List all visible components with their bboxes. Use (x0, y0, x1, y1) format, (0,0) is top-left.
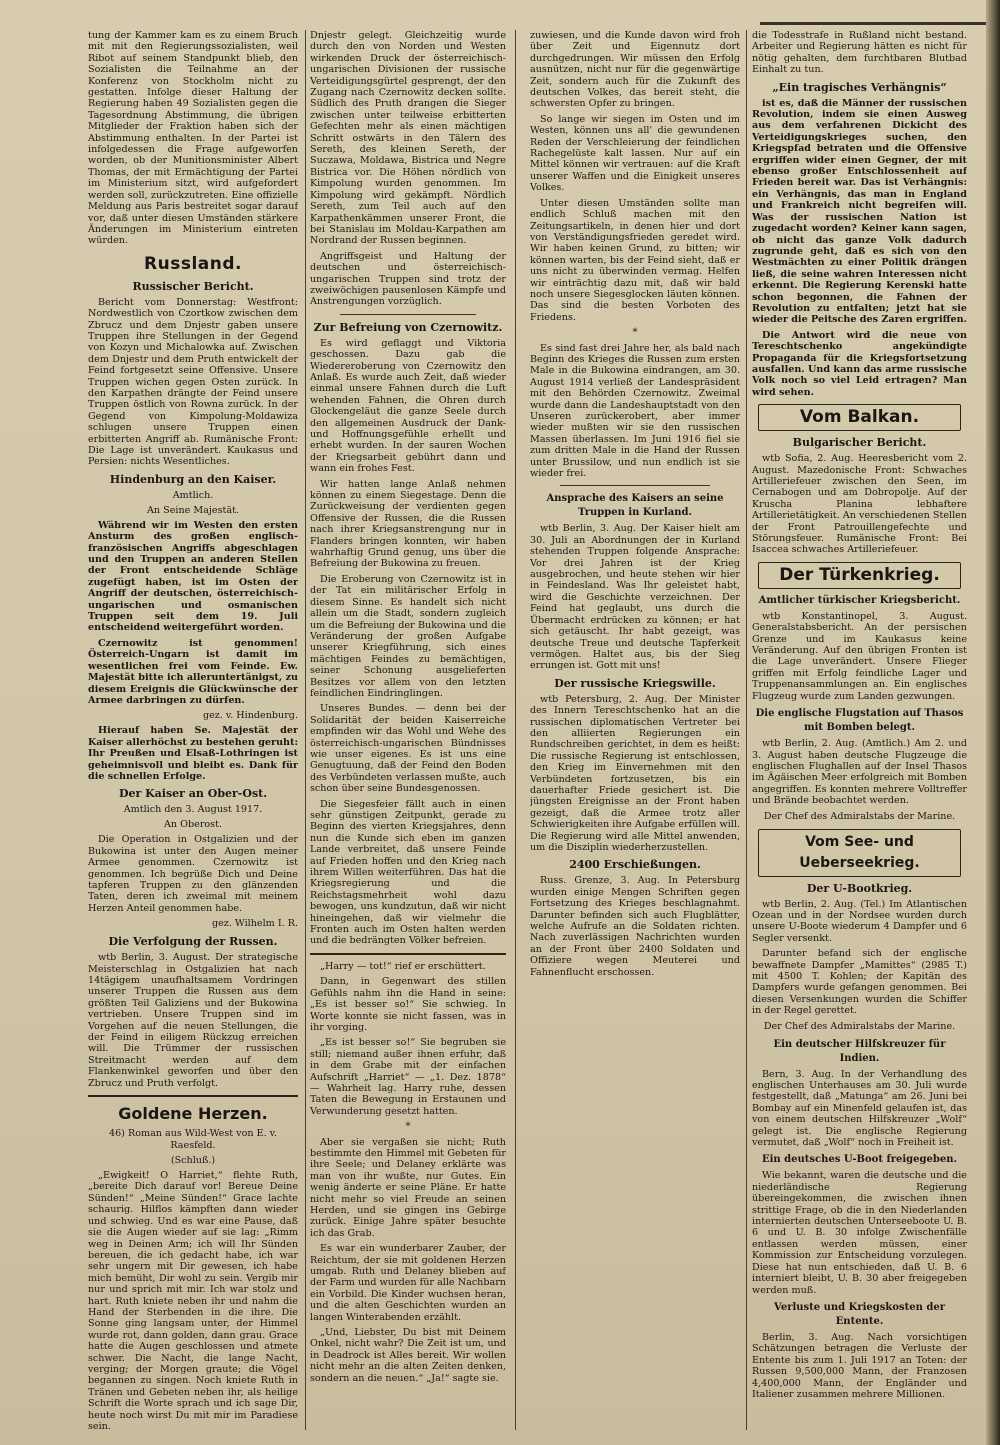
column-4 (752, 30, 967, 1438)
article-verhaengnis-2: Die Antwort wird die neue von Tereschtschenko angekündigte Propaganda für die Kriegsfortsetzung ausfallen. Und kann das arme russische Volk noch so viel Leid ertragen? Man wird sehen. (752, 329, 967, 398)
page-edge-shadow (986, 0, 1000, 1445)
article-tuerkischer-bericht: wtb Konstantinopel, 3. August. Generalstabsbericht. An der persischen Grenze und im Kaukasus keine Veränderung. Auf den übrigen Fronten ist die Lage unverändert. Unsere Flieger griffen mit Erfolg feindliche Lager und Truppenansammlungen an. Ein englisches Flugzeug wurde zum Landen gezwungen. (752, 610, 967, 702)
heading-ansprache: Ansprache des Kaisers an seine Truppen in Kurland. (546, 493, 724, 519)
section-star: * (405, 1121, 411, 1133)
feuilleton-cont-5: „Und, Liebster, Du bist mit Deinem Onkel, nicht wahr? Die Zeit ist um, und in Deadrock ist Alles bereit. Wir wollen nicht mehr an die alten Zeiten denken, sondern an die neuen.“ „Ja!“ sagte sie. (310, 1327, 506, 1384)
feuilleton-cont-3: Aber sie vergaßen sie nicht; Ruth bestimmte den Himmel mit Gebeten für ihre Seele; und Delaney erklärte was man von ihr wußte, nur Gutes. Ein wenig änderte er seine Pläne. Er hatte nicht mehr so viel Freude an seinen Herden, und sie gingen ins Gebirge zurück. Einige Jahre später besuchte ich das Grab. (310, 1136, 506, 1239)
heading-kriegswille: Der russische Kriegswille. (554, 676, 716, 690)
article-history: Es sind fast drei Jahre her, als bald nach Beginn des Krieges die Russen zum ersten Male in die Bukowina eindrangen, am 30. August 1914 verließ der Landespräsident mit den Behörden Czernowitz. Zweimal wurde dann die Landeshauptstadt von den Unseren zurückerobert, aber immer wieder mußten wir sie den russischen Massen überlassen. Im Juni 1916 fiel sie zum dritten Male in die Hand der Russen unter Brussilow, und nun endlich ist sie wieder frei. (530, 342, 740, 480)
heading-tuerkischer-bericht: Amtlicher türkischer Kriegsbericht. (758, 594, 961, 606)
section-title-seekrieg: Vom See- und Ueberseekrieg. (758, 829, 961, 877)
feuilleton-schluss: (Schluß.) (170, 1155, 216, 1167)
divider (88, 1095, 298, 1097)
article-front: Dnjestr gelegt. Gleichzeitig wurde durch den von Norden und Westen wirkenden Druck der österreichisch-ungarischen Divisionen der russische Verteidigungsgürtel gesprengt, der den Zugang nach Czernowitz decken sollte. Südlich des Pruth drangen die Sieger zwischen unter teilweise erbitterten Gefechten mehr als einen mächtigen Schritt ostwärts in den Tälern des Sereth, des kleinen Sereth, der Suczawa, Moldawa, Bistrica und Negre Bistrica vor. Die Höhen nördlich von Kimpolung wurden genommen. Im Kimpolung wird gekämpft. Nördlich Sereth, zum Teil auch auf den Karpathenkämmen unserer Front, die bei Stanislau im Moldau-Karpathen am Nordrand der Russen beginnen. (310, 30, 506, 247)
article-hindenburg-tail: Czernowitz ist genommen! Österreich-Ungarn ist damit im wesentlichen frei vom Feinde. Ew. Majestät bitte ich alleruntertänigst, zu diesem Ereignis die Glückwünsche der Armee darbringen zu dürfen. (88, 637, 298, 706)
feuilleton-title: Goldene Herzen. (118, 1104, 268, 1124)
article-uboot: wtb Berlin, 2. Aug. (Tel.) Im Atlantischen Ozean und in der Nordsee wurden durch unsere U-Boote wiederum 4 Dampfer und 6 Segler versenkt. (752, 898, 967, 944)
article-erschiessungen: Russ. Grenze, 3. Aug. In Petersburg wurden einige Mengen Schriften gegen Fortsetzung des Krieges beschlagnahmt. Darunter befinden sich auch Flugblätter, welche Aufrufe an die Soldaten richten. Nach zuverlässigen Nachrichten wurden an der Front über 2400 Soldaten und Offiziere wegen Meuterei und Fahnenflucht erschossen. (530, 875, 740, 978)
heading-erschiessungen: 2400 Erschießungen. (569, 858, 701, 872)
heading-hindenburg: Hindenburg an den Kaiser. (109, 472, 277, 486)
article-befreiung-2: Wir hatten lange Anlaß nehmen können zu einem Siegestage. Denn die Zurückweisung der verdienten gegen Offensive der Russen, die die Russen nach ihrer Kriegsanstrengung nur in Flanders bringen konnten, wir haben wahrhaftig Grund genug, uns über die Befreiung der Bukowina zu freuen. (310, 478, 506, 570)
heading-bulgarischer-bericht: Bulgarischer Bericht. (792, 436, 927, 450)
article-kaiser-oberost: Die Operation in Ostgalizien und der Bukowina ist unter den Augen meiner Armee genommen. Czernowitz ist genommen. Ich begrüße Dich und Deine tapferen Truppen zu den glänzenden Taten, deren ich zweimal mit meinem Herzen Anteil genommen habe. (88, 834, 298, 914)
article-verhaengnis: ist es, daß die Männer der russischen Revolution, indem sie einen Ausweg aus dem verfahrenen Dickicht des Verteidigungskrieges suchen, den Kriegspfad betraten und die Offensive ergriffen wider einen Gegner, der mit ebenso großer Entschlossenheit auf Frieden bereit war. Das ist Verhängnis: ein Verhängnis, das man in England und Frankreich nicht begreifen will. Was der russischen Nation ist zugedacht worden? Keiner kann sagen, ob nicht das ganze Volk dadurch zugrunde geht, daß es sich von den Westmächten zu einer Politik drängen ließ, die seine wahren Interessen nicht erkennt. Die Regierung Kerenski hatte schon begonnen, die Fahnen der Revolution zu entfalten; jetzt hat sie wieder die Peitsche des Zaren ergriffen. (752, 97, 967, 326)
article-russischer-bericht: Bericht vom Donnerstag: Westfront: Nordwestlich von Czortkow zwischen dem Zbrucz und dem Dnjestr gaben unsere Truppen ihre Stellungen in der Gegend von Kozyn und Michalowka auf. Zwischen dem Dnjestr und dem Pruth entwickelt der Feind fortgesetzt seine Offensive. Unsere Truppen wichen gegen Osten zurück. In den Karpathen drängte der Feind unsere Truppen östlich von Rowna zurück. In der Gegend von Kimpolung-Moldawiza schlugen unsere Truppen einen erbitterten Angriff ab. Rumänische Front: Die Lage ist unverändert. Kaukasus und Persien: nichts Wesentliches. (88, 296, 298, 468)
article-befreiung-5: Die Siegesfeier fällt auch in einen sehr günstigen Zeitpunkt, gerade zu Beginn des vierten Kriegsjahres, denn nun die Kunde sich eben im ganzen Lande verbreitet, daß unsere Feinde auf Frieden hoffen und den Krieg nach ihrem Willen weiterführen. Das hat die Kriegsregierung und die Reichstagsmehrheit wohl dazu bewogen, uns kundzutun, daß wir nicht hineingehen, daß wir vielmehr die Fronten auch im Osten halten werden und die bedrängten Völker befreien. (310, 798, 506, 947)
signature-hindenburg: gez. v. Hindenburg. (202, 710, 298, 722)
column-rule (305, 30, 306, 1430)
section-title-russland: Russland. (144, 253, 242, 274)
feuilleton-cont-1: Dann, in Gegenwart des stillen Gefühls nahm ihn die Hand in seine: „Es ist besser so!“ Sie schwieg. In Worte konnte sie nicht fassen, was in ihr vorging. (310, 976, 506, 1033)
heading-verhaengnis: „Ein tragisches Verhängnis“ (772, 80, 947, 94)
article-kaiser-answer: Hierauf haben Se. Majestät der Kaiser allerhöchst zu bestehen geruht: Ihr Preußen und Elsaß-Lothringen ist geheimnisvoll und bleibt es. Dank für die schnellen Erfolge. (88, 725, 298, 782)
article-intro: tung der Kammer kam es zu einem Bruch mit mit den Regierungssozialisten, weil Ribot auf seinem Standpunkt blieb, den Sozialisten die Teilnahme an der Konferenz von Stockholm nicht zu gestatten. Infolge dieser Haltung der Regierung haben 49 Sozialisten gegen die Tagesordnung Abstimmung, die übrigen Mitglieder der Fraktion haben sich der Abstimmung enthalten. In der Partei ist infolgedessen die Frage aufgeworfen worden, ob der Munitionsminister Albert Thomas, der mit Ermächtigung der Partei im Ministerium sitzt, wird aufgefordert werden soll, zurückzutreten. Eine offizielle Meldung aus Paris bestreitet sogar darauf vor, daß unter diesen Umständen stärkere Änderungen im Ministerium eintreten würden. (88, 30, 298, 247)
divider (310, 953, 506, 955)
heading-befreiung: Zur Befreiung von Czernowitz. (313, 320, 503, 334)
heading-uboot-freigegeben: Ein deutsches U-Boot freigegeben. (761, 1154, 957, 1166)
feuilleton-text: „Ewigkeit! O Harriet,“ flehte Ruth, „bereite Dich darauf vor! Bereue Deine Sünden!“ „Meine Sünden!“ Grace lachte schaurig. Hilflos kämpften dann wieder und schwieg. Und es war eine Pause, daß sie die Augen wieder auf sie lag: „Rimm weg in Deinen Arm; ich will Ihr Sünden bereuen, die ich gedacht habe, ich war sehr ungern mit Dir gewesen, ich habe mich bemüht, Dir wohl zu sein. Vergib mir nur und sprich mit mir. Ich war stolz und hart. Ruth kniete neben ihr und nahm die Hand der Sterbenden in die ihre. Die Sonne ging langsam unter, der Himmel wurde rot, dann golden, dann grau. Grace hatte die Augen geschlossen und atmete schwer. Die Nacht, die lange Nacht, verging; der Morgen graute; die Vögel begannen zu singen. Noch kniete Ruth in Tränen und Gebeten neben ihr, als heilige Schrift die Worte sprach und ich sage Dir, heute noch wirst Du mit mir im Paradiese sein. (88, 1170, 298, 1432)
feuilleton-subtitle: 46) Roman aus Wild-West von E. v. Raesfeld. (108, 1128, 278, 1152)
column-2 (310, 30, 506, 1438)
divider (560, 485, 710, 486)
column-3 (530, 30, 740, 1438)
top-rule (760, 22, 1000, 25)
article-top: die Todesstrafe in Rußland nicht bestand. Arbeiter und Regierung hätten es nicht für nötig gehalten, dem furchtbaren Blutbad Einhalt zu tun. (752, 30, 967, 76)
article-verluste: Berlin, 3. Aug. Nach vorsichtigen Schätzungen betragen die Verluste der Entente bis zum 1. Juli 1917 an Toten: der Russen 9,500,000 Mann, der Franzosen 4,400,000 Mann, der Engländer und Italiener zusammen mehrere Millionen. (752, 1331, 967, 1400)
article-uboot-freigegeben: Wie bekannt, waren die deutsche und die niederländische Regierung übereingekommen, die zwischen ihnen strittige Frage, ob die in den Niederlanden internierten deutschen Unterseeboote U. B. 6 und U. B. 30 infolge Zwischenfälle entlassen werden müssen, einer Kommission zur Entscheidung vorzulegen. Diese hat nun entschieden, daß U. B. 6 interniert bleibt, U. B. 30 aber freigegeben werden muß. (752, 1170, 967, 1296)
address-line: An Oberost. (163, 819, 223, 831)
subheading-amtlich: Amtlich. (172, 489, 214, 501)
divider (340, 314, 476, 315)
article-top-2: So lange wir siegen im Osten und im Westen, können uns all' die gewundenen Reden der Verschleierung der feindlichen Rachegelüste kalt lassen. Nur auf ein Mittel können wir vertrauen: auf die Kraft unserer Waffen und die Einigkeit unseres Volkes. (530, 113, 740, 194)
column-rule (746, 30, 747, 1430)
signature-admiralstab: Der Chef des Admiralstabs der Marine. (763, 1020, 956, 1032)
article-hindenburg: Während wir im Westen den ersten Ansturm des großen englisch-französischen Angriffs abgeschlagen und den Truppen an anderen Stellen der Front entscheidende Schläge zugefügt haben, ist im Osten der Angriff der deutschen, österreichisch-ungarischen und osmanischen Truppen seit dem 19. Juli entscheidend weitergeführt worden. (88, 519, 298, 634)
feuilleton-quote: „Harry — tot!“ rief er erschüttert. (320, 960, 486, 972)
article-top-3: Unter diesen Umständen sollte man endlich Schluß machen mit den Zeitungsartikeln, in denen hier und dort von Verständigungsfrieden geredet wird. Wir haben keinen Grund, zu bitten; wir können warten, bis der Feind sieht, daß er uns nicht zu überwinden vermag. Helfen wir einträchtig dazu mit, daß wir bald noch unsere Siegesglocken läuten können. Das sind die besten Vorboten des Friedens. (530, 197, 740, 323)
article-befreiung-4: Unseres Bundes. — denn bei der Solidarität der beiden Kaiserreiche empfinden wir das Wohl und Wehe des österreichisch-ungarischen Bündnisses wie unser eigenes. Es ist uns eine Genugtuung, daß der Feind den Boden des Verbündeten verlassen mußte, auch schon über seine Bundesgenossen. (310, 703, 506, 795)
subheading-date: Amtlich den 3. August 1917. (123, 804, 263, 816)
article-bulgarischer-bericht: wtb Sofia, 2. Aug. Heeresbericht vom 2. August. Mazedonische Front: Schwaches Artilleriefeuer zwischen den Seen, im Cernabogen und am Dobropolje. Auf der Kruscha Planina lebhaftere Artillerietätigkeit. An verschiedenen Stellen der Front Patrouillengefechte und Störungsfeuer. Rumänische Front: Bei Isaccea schwaches Artilleriefeuer. (752, 453, 967, 556)
address-line: An Seine Majestät. (147, 504, 239, 516)
article-uboot-2: Darunter befand sich der englische bewaffnete Dampfer „Mamittes“ (2985 T.) mit 4500 T. Kohlen; der Kapitän des Dampfers wurde gefangen genommen. Bei diesen Versenkungen wurden die Schiffer in der Regel gerettet. (752, 948, 967, 1017)
article-befreiung-3: Die Eroberung von Czernowitz ist in der Tat ein militärischer Erfolg in diesem Sinne. Es handelt sich nicht allein um die Stadt, sondern zugleich um die Befreiung der Bukowina und die Veränderung der großen Aufgabe unserer Kriegführung, sich eines mächtigen Feindes zu bemächtigen, seiner Schonung ausgelieferten Besitzes vor allem von den letzten feindlichen Eindringlingen. (310, 573, 506, 699)
column-rule (515, 30, 516, 1430)
heading-uboot: Der U-Bootkrieg. (806, 881, 913, 895)
heading-kaiser-oberost: Der Kaiser an Ober-Ost. (118, 787, 268, 801)
signature-admiralstab: Der Chef des Admiralstabs der Marine. (763, 810, 956, 822)
article-ansprache: wtb Berlin, 3. Aug. Der Kaiser hielt am 30. Juli an Abordnungen der in Kurland stehenden Truppen folgende Ansprache: Vor drei Jahren ist der Krieg ausgebrochen, und heute stehen wir hier in Feindesland. Was Ihr geleistet habt, wird die Geschichte verzeichnen. Der Feind hat geglaubt, uns durch die Übermacht erdrücken zu können; er hat sich getäuscht. Ihr habt gezeigt, was deutsche Treue und deutsche Tapferkeit vermögen. Haltet aus, bis der Sieg errungen ist. Gott mit uns! (530, 523, 740, 672)
article-verfolgung: wtb Berlin, 3. August. Der strategische Meisterschlag in Ostgalizien hat nach 14tägigem unaufhaltsamem Vordringen unserer Truppen die Russen aus dem größten Teil Galiziens und der Bukowina vertrieben. Unsere Truppen sind im Vorgehen auf die neuen Stellungen, die der Feind in eiligem Rückzug erreichen will. Die Trümmer der russischen Streitmacht werden auf dem Flankenwinkel geworfen und über den Zbrucz und Pruth verfolgt. (88, 952, 298, 1089)
article-kriegswille: wtb Petersburg, 2. Aug. Der Minister des Innern Tereschtschenko hat an die russischen diplomatischen Vertreter bei den alliierten Regierungen ein Rundschreiben gerichtet, in dem es heißt: Die russische Regierung ist entschlossen, den Krieg im Einvernehmen mit den Verbündeten fortzusetzen, bis ein dauerhafter Friede gesichert ist. Die jüngsten Ereignisse an der Front haben gezeigt, daß die Armee trotz aller Schwierigkeiten ihre Aufgabe erfüllen will. Die Regierung wird alle Mittel anwenden, um die Disziplin wiederherzustellen. (530, 693, 740, 853)
heading-verfolgung: Die Verfolgung der Russen. (108, 935, 278, 949)
heading-thasos: Die englische Flugstation auf Thasos mit Bomben belegt. (755, 708, 964, 734)
article-thasos: wtb Berlin, 2. Aug. (Amtlich.) Am 2. und 3. August haben deutsche Flugzeuge die englischen Flughallen auf der Insel Thasos im Ägäischen Meer erfolgreich mit Bomben angegriffen. Es konnten mehrere Volltreffer und Brände beobachtet werden. (752, 738, 967, 807)
heading-verluste: Verluste und Kriegskosten der Entente. (774, 1301, 945, 1327)
article-hilfskreuzer: Bern, 3. Aug. In der Verhandlung des englischen Unterhauses am 30. Juli wurde festgestellt, daß „Matunga“ am 26. Juni bei Bombay auf ein Minenfeld gelaufen ist, das von einem deutschen Hilfskreuzer „Wolf“ gelegt ist. Die englische Regierung vermutet, daß „Wolf“ noch in Freiheit ist. (752, 1068, 967, 1149)
article-front-2: Angriffsgeist und Haltung der deutschen und österreichisch-ungarischen Truppen sind trotz der zweiwöchigen pausenlosen Kämpfe und Anstrengungen vorzüglich. (310, 250, 506, 308)
heading-hilfskreuzer: Ein deutscher Hilfskreuzer für Indien. (773, 1038, 946, 1064)
signature-kaiser: gez. Wilhelm I. R. (211, 918, 298, 930)
article-befreiung-1: Es wird geflaggt und Viktoria geschossen. Dazu gab die Wiedereroberung von Czernowitz den Anlaß. Es wurde auch Zeit, daß wieder einmal unsere Fahnen durch die Luft wehenden Fahnen, die Ohren durch Glockengeläut die ganze Seele durch den allgemeinen Ausdruck der Dank- und Hoffnungsgefühle erhellt und erhebt wurden. In der sauren Wochen der Kriegsarbeit gebührt dann und wann ein frohes Fest. (310, 337, 506, 475)
feuilleton-cont-4: Es war ein wunderbarer Zauber, der Reichtum, der sie mit goldenen Herzen umgab. Ruth und Delaney blieben auf der Farm und wurden für alle Nachbarn ein Vorbild. Die Kinder wuchsen heran, und die alten Geschichten wurden an langen Winterabenden erzählt. (310, 1243, 506, 1323)
column-1 (88, 30, 298, 1438)
section-title-balkan: Vom Balkan. (758, 404, 961, 431)
section-star: * (632, 327, 638, 339)
heading-russischer-bericht: Russischer Bericht. (132, 279, 254, 293)
article-top-1: zuwiesen, und die Kunde davon wird froh über Zeit und Eigennutz dort durchgedrungen. Wir müssen den Erfolg ausnützen, nicht nur für die gegenwärtige Zeit, sondern auch für die Zukunft des deutschen Volkes, das bereit steht, die schwersten Opfer zu bringen. (530, 30, 740, 110)
feuilleton-cont-2: „Es ist besser so!“ Sie begruben sie still; niemand außer ihnen erfuhr, daß in dem Grabe mit der einfachen Aufschrift „Harriet“ — „1. Dez. 1878“ — Wahrheit lag. Harry ruhe, dessen Taten die Bewegung in Erstaunen und Verwunderung gesetzt hatten. (310, 1037, 506, 1117)
section-title-tuerkenkrieg: Der Türkenkrieg. (758, 562, 961, 589)
